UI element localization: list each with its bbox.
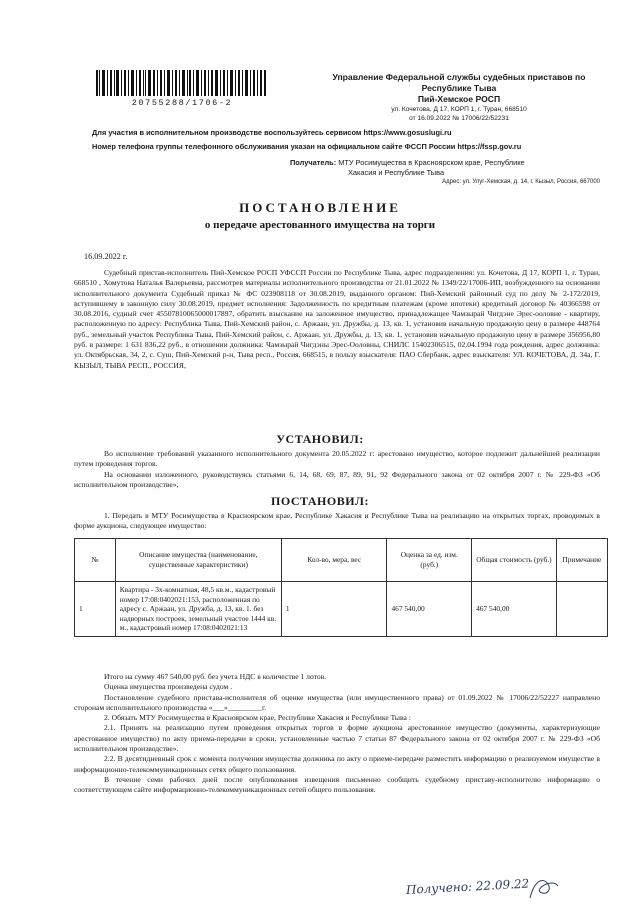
- org-line-1: Управление Федеральной службы судебных приставов по: [332, 72, 586, 82]
- intro-text: Судебный пристав-исполнитель Пий-Хемское РОСП УФССП России по Республике Тыва, адрес подразделения: ул. Кочетова, Д 17, КОРП 1, г. Туран, 668510 , Хомутова Наталья Валерьевна, рассмотрев материалы исполнительного производства от 21.01.2022 № 1349/22/17006-ИП, возбужденного на основании исполнительного документа Судебный приказ № ФС 023908118 от 30.08.2019, выданного органом: Пий-Хемский районный суд по делу № 2-172/2019, вступившему в законную силу 30.08.2019, предмет исполнения: Задолженность по кредитным платежам (кроме ипотеки) кредитный договор № 40366598 от 30.08.2016, судный счет 45507810065000017897, обратить взыскание на заложенное имущество, принадлежащее Чамзырай Чигдэне Эрес-ооловне - квартиру, расположенную по адресу: Республика Тыва, Пий-Хемский район, с. Аржаан, ул. Дружбы, д. 13, кв. 1, установив начальную продажную цену в размере 448764 руб., земельный участок Республика Тыва, Пий-Хемский район, с. Аржаан, ул. Дружбы, д. 13, кв. 1, установив начальную продажную цену в размере 356956,80 руб. в размере: 1 631 836,22 руб., в отношении должника: Чамзырай Чигдэны Эрес-Ооловны, СНИЛС 15402306515, 02.04.1994 года рождения, адрес должника: ул. Октябрьская, 34, 2, с. Суш, Пий-Хемский р-н, Тыва респ., Россия, 668515, в пользу взыскателя: ПАО Сбербанк, адрес взыскателя: УЛ. КОЧЕТОВА, Д. 34а, Г. КЫЗЫЛ, ТЫВА РЕСП., РОССИЯ,: [74, 268, 600, 370]
- cell-number: 1: [75, 582, 116, 637]
- recipient-block: [290, 158, 600, 187]
- valuation-decree-line: Постановление судебного пристава-исполнителя об оценке имущества (или имущественного права) от 01.09.2022 № 17006/22/52227 направлено сторонам исполнительного производства «___»_________г.: [74, 692, 600, 712]
- col-header-number: №: [75, 539, 116, 582]
- recipient-name-line-2: Хакасия и Республике Тыва: [348, 168, 445, 177]
- cell-quantity: 1: [281, 582, 387, 637]
- document-subtitle: о передаче арестованного имущества на торги: [204, 219, 436, 231]
- order-item-2: 2. Обязать МТУ Росимущества в Красноярском крае, Республике Хакасия и Республике Тыва :: [104, 713, 411, 723]
- intro-paragraph: [74, 268, 600, 371]
- handwritten-text: Получено: 22.09.22: [405, 876, 530, 897]
- recipient-label: Получатель:: [290, 158, 337, 167]
- col-header-quantity: Кол-во, мера, вес: [281, 539, 387, 582]
- org-line-2: Республике Тыва: [421, 83, 497, 93]
- order-item-publication: В течение семи рабочих дней после опубликования извещения письменно сообщить судебному приставу-исполнителю информацию о соответствующем сайте информационно-телекоммуникационных сетей общего пользования.: [74, 774, 600, 795]
- office-address: ул. Кочетова, Д 17, КОРП 1, г. Туран, 668510: [391, 106, 527, 113]
- resolved-block: [74, 511, 600, 532]
- document-date: 16.09.2022 г.: [84, 252, 128, 261]
- property-table: [74, 538, 608, 637]
- gosuslugi-notice: Для участия в исполнительном производстве воспользуйтесь сервисом https://www.gosuslugi.ru: [92, 128, 452, 137]
- table-header-row: [75, 539, 608, 582]
- col-header-total: Общая стоимость (руб.): [472, 539, 557, 582]
- col-header-unit-price: Оценка за ед. изм. (руб.): [387, 539, 472, 582]
- after-table-block: [74, 672, 600, 796]
- document-reference: от 16.09.2022 № 17006/22/52231: [409, 115, 509, 122]
- organization-header: [314, 72, 604, 123]
- barcode-number: 20755288/1706-2: [131, 98, 233, 108]
- order-item-2-1: 2.1. Принять на реализацию путем проведения открытых торгов в форме аукциона арестованное имущество (документы, характеризующие арестованное имущество) по акту приема-передачи в сроки, установленные частью 7 статьи 87 Федерального закона от 02 октября 2007 г. № 229-ФЗ «Об исполнительном производстве».: [74, 723, 600, 754]
- cell-unit-price: 467 540,00: [387, 582, 472, 637]
- valuation-line: Оценка имущества произведена судом .: [104, 682, 233, 692]
- cell-total: 467 540,00: [472, 582, 557, 637]
- recipient-address: Адрес: ул. Улуг-Хемская, д. 14, г. Кызыл, Россия, 667000: [442, 179, 600, 185]
- document-title: ПОСТАНОВЛЕНИЕ: [239, 200, 401, 215]
- established-block: [74, 449, 600, 490]
- cell-description: Квартира - 3х-комнатная, 48,5 кв.м., кадастровый номер 17:08:0402021:153, расположенная по адресу с. Аржаан, ул. Дружба, д. 13, кв. 1. без надворных построек, земельный участое 1444 кв. м., кадастровый номер 17:08:0402021:13: [115, 582, 281, 637]
- order-item-2-2: 2.2. В десятидневный срок с момента получения имущества должника по акту о приеме-передаче разместить информацию о реализуемом имуществе в информационно-телекоммуникационных сетях общего пользования.: [74, 754, 600, 774]
- established-paragraph-2: На основании изложенного, руководствуясь статьями 6, 14, 68, 69, 87, 89, 91, 92 Федерального закона от 02 октября 2007 г. № 229-ФЗ «Об исполнительном производстве»,: [74, 469, 600, 489]
- handwritten-received-note: [402, 872, 562, 902]
- col-header-description: Описание имущества (наименование, существенные характеристики): [115, 539, 281, 582]
- cell-note: [556, 582, 607, 637]
- office-name: Пий-Хемское РОСП: [417, 94, 501, 104]
- table-row: [75, 582, 608, 637]
- resolved-paragraph-1: 1. Передать в МТУ Росимущества в Красноярском крае, Республике Хакасия и Республике Тыва на реализацию на открытых торгах, проводимых в форме аукциона, следующее имущество:: [74, 511, 600, 531]
- recipient-name-line-1: МТУ Росимущества в Красноярском крае, Республике: [338, 158, 525, 167]
- established-paragraph-1: Во исполнение требований указанного исполнительного документа 20.05.2022 г: арестовано имущество, которое подлежит дальнейшей реализации путем проведения торгов.: [74, 449, 600, 469]
- total-line: Итого на сумму 467 540,00 руб. без учета НДС в количестве 1 лотов.: [104, 672, 327, 681]
- section-established-heading: УСТАНОВИЛ:: [276, 432, 364, 446]
- hotline-notice: Номер телефона группы телефонного обслуживания указан на официальном сайте ФССП России https://fssp.gov.ru: [92, 142, 522, 151]
- col-header-note: Примечание: [556, 539, 607, 582]
- section-resolved-heading: ПОСТАНОВИЛ:: [271, 494, 369, 508]
- barcode: [96, 70, 266, 96]
